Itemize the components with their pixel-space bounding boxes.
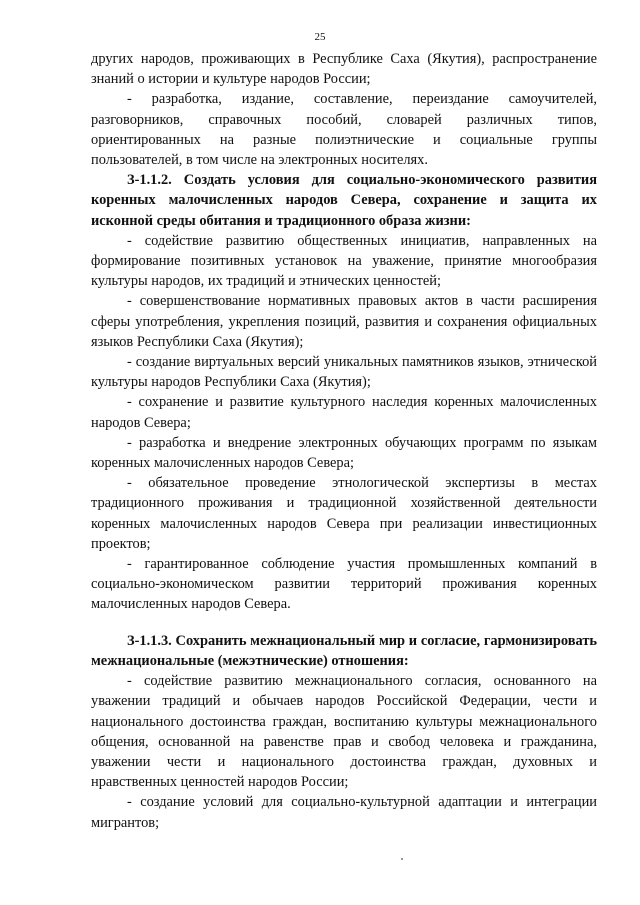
section-heading-3-1-1-3 — [91, 631, 597, 671]
section-number: З-1.1.3. — [127, 632, 172, 649]
scan-dot — [401, 858, 403, 860]
list-item: - обязательное проведение этнологической экспертизы в местах традиционного проживания и традиционной хозяйственной деятельности коренных малочисленных народов Севера при реализации инвестиционных проектов; — [91, 475, 597, 552]
list-item: - гарантированное соблюдение участия промышленных компаний в социально-экономическом развитии территорий проживания коренных малочисленных народов Севера. — [91, 556, 597, 613]
list-item: - содействие развитию межнационального согласия, основанного на уважении традиций и обычаев народов Российской Федерации, чести и национального достоинства граждан, воспитанию культуры межнационального общения, основанной на равенстве прав и свобод человека и гражданина, уважении чести и национального достоинства граждан, духовных и нравственных ценностей народов России; — [91, 673, 597, 791]
list-item: - разработка, издание, составление, переиздание самоучителей, разговорников, справочных пособий, словарей различных типов, ориентированных на разные полиэтнические и социальные группы пользователей, в том числе на электронных носителях. — [91, 91, 597, 169]
section-spacer — [91, 615, 597, 631]
paragraph-intro: других народов, проживающих в Республике Саха (Якутия), распространение знаний о истории и культуре народов России; — [91, 51, 597, 88]
list-item: - создание виртуальных версий уникальных памятников языков, этнической культуры народов Республики Саха (Якутия); — [91, 354, 597, 391]
list-item: - разработка и внедрение электронных обучающих программ по языкам коренных малочисленных народов Севера; — [91, 434, 597, 472]
page-number: 25 — [314, 31, 326, 43]
list-item: - создание условий для социально-культурной адаптации и интеграции мигрантов; — [91, 794, 597, 831]
list-item: - сохранение и развитие культурного наследия коренных малочисленных народов Севера; — [91, 394, 597, 431]
list-item: - совершенствование нормативных правовых актов в части расширения сферы употребления, укрепления позиций, развития и сохранения официальных языков Республики Саха (Якутия); — [91, 293, 597, 350]
section-heading-3-1-1-2 — [91, 170, 597, 231]
section-title: Создать условия для социально-экономического развития коренных малочисленных народов Севера, сохранение и защита их исконной среды обитания и традиционного образа жизни: — [91, 172, 597, 229]
list-item: - содействие развитию общественных инициатив, направленных на формирование позитивных установок на уважение, принятие многообразия культуры народов, их традиций и этнических ценностей; — [91, 232, 597, 290]
section-number: З-1.1.2. — [127, 172, 172, 189]
section-title: Сохранить межнациональный мир и согласие, гармонизировать межнациональные (межэтнические) отношения: — [91, 632, 597, 669]
page-body — [91, 49, 597, 833]
